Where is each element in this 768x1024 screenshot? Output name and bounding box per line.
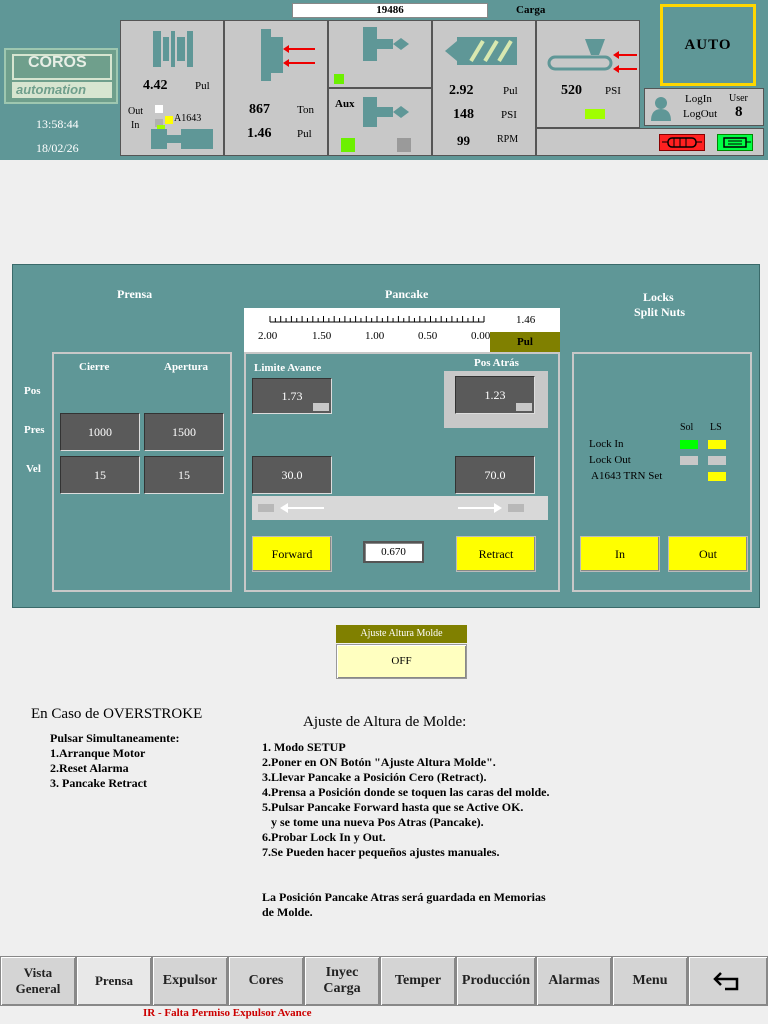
ejector-out-lamp	[155, 105, 163, 113]
clock-time: 13:58:44	[36, 117, 79, 131]
nav-menu[interactable]: Menu	[612, 956, 688, 1006]
nav-prensa[interactable]: Prensa	[76, 956, 152, 1006]
instruction-line-1: 1. Modo SETUP	[262, 740, 346, 754]
ejector-plate-icon	[147, 125, 219, 151]
instruction-line-4: 4.Prensa a Posición donde se toquen las caras del molde.	[262, 785, 550, 799]
ls-label: LS	[710, 422, 722, 433]
logo-text: COROS	[28, 54, 87, 71]
lock-out-ls-lamp	[708, 456, 726, 465]
coros-logo	[4, 48, 118, 104]
instruction-line-6: y se tome una nueva Pos Atras (Pancake).	[262, 815, 484, 829]
overstroke-title: En Caso de OVERSTROKE	[31, 706, 203, 722]
aux-lamp-gray	[397, 138, 411, 152]
lock-in-button[interactable]: In	[580, 536, 660, 572]
arrow-right-icon	[454, 500, 504, 516]
lock-in-sol-lamp	[680, 440, 698, 449]
screw-rpm: 99	[457, 133, 470, 148]
nav-back-button[interactable]	[688, 956, 768, 1006]
pancake-scale-unit: Pul	[490, 332, 560, 352]
arrow-left-icon	[278, 500, 328, 516]
cores-lamp	[334, 74, 344, 84]
open-speed-field[interactable]: 15	[144, 456, 224, 494]
lock-out-button[interactable]: Out	[668, 536, 748, 572]
mold-height-toggle[interactable]: OFF	[336, 644, 467, 679]
overstroke-line-2: 1.Arranque Motor	[50, 746, 146, 760]
limit-field-handle	[313, 403, 329, 411]
aux-label: Aux	[335, 98, 355, 110]
auto-mode-indicator[interactable]: AUTO	[660, 4, 756, 86]
nav-cores[interactable]: Cores	[228, 956, 304, 1006]
motor-status-icon	[717, 134, 753, 151]
nav-vista-label-1: Vista	[23, 965, 53, 980]
nav-vista-label-2: General	[15, 981, 61, 996]
instructions-title: Ajuste de Altura de Molde:	[303, 714, 467, 730]
clamp-icon	[255, 27, 325, 83]
carriage-panel[interactable]	[536, 20, 640, 128]
status-message: IR - Falta Permiso Expulsor Avance	[143, 1007, 312, 1019]
carriage-unit: PSI	[605, 85, 621, 97]
pos-atras-label: Pos Atrás	[474, 357, 519, 369]
retract-speed-field[interactable]: 70.0	[455, 456, 535, 494]
ejector-position: 4.42	[143, 78, 168, 93]
screw-rpm-unit: RPM	[497, 134, 519, 145]
clamp-tons: 867	[249, 102, 270, 117]
clamp-pos-unit: Pul	[297, 128, 312, 140]
close-pressure-field[interactable]: 1000	[60, 413, 140, 451]
aux-lamp-green	[341, 138, 355, 152]
carriage-icon	[541, 35, 637, 75]
ejector-out-label: Out	[128, 106, 143, 117]
clamp-position: 1.46	[247, 126, 272, 141]
ejector-unit: Pul	[195, 80, 210, 92]
scale-tick-2: 1.00	[365, 330, 385, 342]
instruction-note-2: de Molde.	[262, 905, 313, 919]
nav-vista-general[interactable]	[0, 956, 76, 1006]
overstroke-line-3: 2.Reset Alarma	[50, 761, 129, 775]
direction-left-lamp	[258, 504, 274, 512]
user-number: 8	[735, 104, 743, 120]
trn-set-lamp	[708, 472, 726, 481]
sol-label: Sol	[680, 422, 694, 433]
nav-alarmas[interactable]: Alarmas	[536, 956, 612, 1006]
direction-bar	[252, 496, 548, 520]
lock-out-sol-lamp	[680, 456, 698, 465]
aux-icon	[357, 93, 417, 137]
clamp-panel[interactable]	[224, 20, 328, 156]
mode-label: Carga	[516, 4, 546, 16]
injection-position: 2.92	[449, 83, 474, 98]
pancake-retract-button[interactable]: Retract	[456, 536, 536, 572]
ejector-in-label: In	[131, 120, 140, 131]
back-arrow-icon	[711, 969, 745, 993]
limit-advance-field[interactable]: 1.73	[252, 378, 332, 414]
scale-tick-4: 0.00	[471, 330, 491, 342]
instruction-note-1: La Posición Pancake Atras será guardada en Memorias	[262, 890, 546, 904]
split-nuts-title: Split Nuts	[634, 305, 686, 319]
instruction-line-3: 3.Llevar Pancake a Posición Cero (Retract).	[262, 770, 487, 784]
user-label: User	[729, 93, 748, 104]
scale-tick-1: 1.50	[312, 330, 332, 342]
injection-pressure: 148	[453, 107, 474, 122]
scale-tick-0: 2.00	[258, 330, 278, 342]
prensa-row-pos: Pos	[24, 385, 41, 397]
pancake-position-value: 1.46	[516, 314, 536, 326]
instruction-line-5: 5.Pulsar Pancake Forward hasta que se Active OK.	[262, 800, 524, 814]
instruction-line-8: 7.Se Pueden hacer pequeños ajustes manuales.	[262, 845, 500, 859]
login-link[interactable]: LogIn	[685, 93, 712, 105]
pancake-title: Pancake	[385, 287, 429, 301]
direction-right-lamp	[508, 504, 524, 512]
cycle-counter: 19486	[292, 3, 488, 18]
prensa-title: Prensa	[117, 287, 153, 301]
overstroke-line-1: Pulsar Simultaneamente:	[50, 731, 180, 745]
clamp-tons-unit: Ton	[297, 104, 314, 116]
limit-advance-label: Limite Avance	[254, 362, 322, 374]
screw-icon	[443, 31, 529, 71]
pos-atras-handle	[516, 403, 532, 411]
pos-atras-field[interactable]: 1.23	[455, 376, 535, 414]
locks-title: Locks	[643, 290, 674, 304]
lock-in-label: Lock In	[589, 438, 624, 450]
ejector-panel[interactable]	[120, 20, 224, 156]
pancake-ruler	[266, 314, 492, 330]
prensa-row-vel: Vel	[26, 463, 41, 475]
nav-temper[interactable]: Temper	[380, 956, 456, 1006]
open-pressure-field[interactable]: 1500	[144, 413, 224, 451]
carriage-pressure: 520	[561, 83, 582, 98]
nav-inyec-label-2: Carga	[323, 981, 361, 996]
scale-tick-3: 0.50	[418, 330, 438, 342]
ejector-code: A1643	[174, 113, 202, 124]
ejector-icon	[149, 27, 199, 69]
user-panel[interactable]	[644, 88, 764, 126]
cores-icon	[357, 25, 417, 75]
pancake-forward-button[interactable]: Forward	[252, 536, 332, 572]
prensa-row-pres: Pres	[24, 424, 45, 436]
injection-pos-unit: Pul	[503, 85, 518, 97]
logo-subtext: automation	[16, 82, 87, 97]
carriage-lamp	[585, 109, 605, 119]
mold-height-title: Ajuste Altura Molde	[336, 625, 467, 643]
lock-in-ls-lamp	[708, 440, 726, 449]
aux-panel[interactable]	[328, 88, 432, 156]
nav-produccion[interactable]: Producción	[456, 956, 536, 1006]
logout-link[interactable]: LogOut	[683, 108, 718, 120]
trn-set-label: A1643 TRN Set	[591, 470, 663, 482]
injection-panel[interactable]	[432, 20, 536, 156]
prensa-col-close: Cierre	[79, 361, 110, 373]
cores-panel[interactable]	[328, 20, 432, 88]
heater-status-icon	[659, 134, 705, 151]
forward-speed-field[interactable]: 30.0	[252, 456, 332, 494]
close-speed-field[interactable]: 15	[60, 456, 140, 494]
nav-inyec-carga[interactable]	[304, 956, 380, 1006]
nav-inyec-label-1: Inyec	[325, 965, 359, 980]
lock-out-label: Lock Out	[589, 454, 631, 466]
nav-expulsor[interactable]: Expulsor	[152, 956, 228, 1006]
pancake-scale	[244, 308, 560, 352]
instruction-line-2: 2.Poner en ON Botón "Ajuste Altura Molde".	[262, 755, 496, 769]
status-icons-panel	[536, 128, 764, 156]
instruction-line-7: 6.Probar Lock In y Out.	[262, 830, 386, 844]
prensa-col-open: Apertura	[164, 361, 208, 373]
a1643-lamp	[165, 116, 173, 124]
injection-pressure-unit: PSI	[501, 109, 517, 121]
overstroke-line-4: 3. Pancake Retract	[50, 776, 147, 790]
clock-date: 18/02/26	[36, 141, 79, 155]
user-icon	[649, 95, 673, 121]
pancake-current-position: 0.670	[363, 541, 424, 563]
